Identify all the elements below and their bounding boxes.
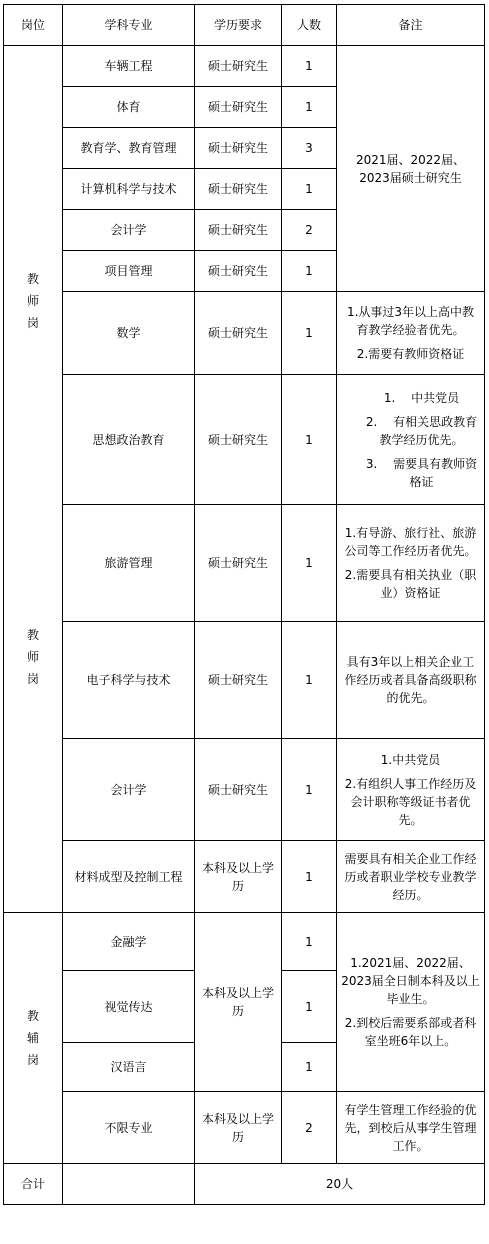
table-row — [4, 505, 485, 622]
remark-cell: 有学生管理工作经验的优先，到校后从事学生管理工作。 — [337, 1092, 485, 1164]
remark-cell — [337, 505, 485, 622]
degree-cell: 硕士研究生 — [195, 169, 282, 210]
major-cell: 视觉传达 — [63, 971, 195, 1043]
major-cell: 教育学、教育管理 — [63, 128, 195, 169]
remark-cell — [337, 292, 485, 375]
remark-line: 1.2021届、2022届、2023届全日制本科及以上毕业生。 — [341, 956, 480, 1006]
group-label-char: 师 — [26, 294, 39, 308]
degree-cell: 硕士研究生 — [195, 210, 282, 251]
remark-cell: 需要具有相关企业工作经历或者职业学校专业教学经历。 — [337, 841, 485, 913]
major-cell: 汉语言 — [63, 1043, 195, 1092]
count-cell: 1 — [282, 913, 337, 971]
major-cell: 会计学 — [63, 210, 195, 251]
remark-line: 3. 需要具有教师资格证 — [365, 456, 478, 489]
remark-line: 2.到校后需要系部或者科室坐班6年以上。 — [344, 1016, 477, 1048]
total-row — [4, 1164, 485, 1205]
remark-cell: 具有3年以上相关企业工作经历或者具备高级职称的优先。 — [337, 622, 485, 739]
table-row — [4, 1092, 485, 1164]
header-degree: 学历要求 — [195, 5, 282, 46]
major-cell: 金融学 — [63, 913, 195, 971]
major-cell: 材料成型及控制工程 — [63, 841, 195, 913]
count-cell: 1 — [282, 1043, 337, 1092]
major-cell: 体育 — [63, 87, 195, 128]
degree-cell: 本科及以上学历 — [195, 913, 282, 1092]
table-row — [4, 913, 485, 971]
count-cell: 1 — [282, 292, 337, 375]
degree-cell: 硕士研究生 — [195, 292, 282, 375]
remark-line: 1.中共党员 — [380, 752, 441, 767]
count-cell: 1 — [282, 505, 337, 622]
count-cell: 1 — [282, 87, 337, 128]
count-cell: 1 — [282, 169, 337, 210]
count-cell: 1 — [282, 739, 337, 841]
major-cell: 计算机科学与技术 — [63, 169, 195, 210]
count-cell: 2 — [282, 1092, 337, 1164]
count-cell: 1 — [282, 375, 337, 505]
table-row — [4, 739, 485, 841]
major-cell: 项目管理 — [63, 251, 195, 292]
count-cell: 1 — [282, 622, 337, 739]
count-cell: 3 — [282, 128, 337, 169]
degree-cell: 硕士研究生 — [195, 128, 282, 169]
group-label-char: 岗 — [26, 1053, 39, 1067]
table-row — [4, 622, 485, 739]
degree-cell: 硕士研究生 — [195, 375, 282, 505]
group-label-aux — [4, 913, 63, 1164]
degree-cell: 硕士研究生 — [195, 46, 282, 87]
group-label-char: 教 — [26, 628, 39, 642]
group-label-char: 岗 — [26, 316, 39, 330]
degree-cell: 硕士研究生 — [195, 622, 282, 739]
remark-line: 2.需要具有相关执业（职业）资格证 — [344, 568, 477, 600]
major-cell: 旅游管理 — [63, 505, 195, 622]
header-remark: 备注 — [337, 5, 485, 46]
major-cell: 会计学 — [63, 739, 195, 841]
recruitment-table — [3, 4, 485, 1205]
major-cell: 不限专业 — [63, 1092, 195, 1164]
group-label-char: 师 — [26, 650, 39, 664]
group-label-char: 教 — [26, 1009, 39, 1023]
count-cell: 1 — [282, 251, 337, 292]
header-count: 人数 — [282, 5, 337, 46]
degree-cell: 硕士研究生 — [195, 739, 282, 841]
group-label-char: 辅 — [26, 1031, 39, 1045]
remark-line: 2.需要有教师资格证 — [356, 347, 465, 361]
degree-cell: 本科及以上学历 — [195, 841, 282, 913]
remark-line: 1.从事过3年以上高中教育教学经验者优先。 — [346, 305, 475, 337]
count-cell: 2 — [282, 210, 337, 251]
header-position: 岗位 — [4, 5, 63, 46]
table-row — [4, 375, 485, 505]
total-label: 合计 — [4, 1164, 63, 1205]
header-major: 学科专业 — [63, 5, 195, 46]
major-cell: 思想政治教育 — [63, 375, 195, 505]
remark-cell — [337, 375, 485, 505]
count-cell: 1 — [282, 971, 337, 1043]
degree-cell: 硕士研究生 — [195, 87, 282, 128]
group-label-char: 教 — [26, 272, 39, 286]
remark-line: 2. 有相关思政教育教学经历优先。 — [365, 414, 478, 447]
group-label-teacher — [4, 46, 63, 913]
remark-line: 1. 中共党员 — [383, 390, 460, 405]
table-row — [4, 841, 485, 913]
major-cell: 电子科学与技术 — [63, 622, 195, 739]
group-label-char: 岗 — [26, 672, 39, 686]
remark-cell — [337, 913, 485, 1092]
table-row — [4, 292, 485, 375]
remark-line: 2.有组织人事工作经历及会计职称等级证书者优先。 — [344, 776, 477, 827]
degree-cell: 本科及以上学历 — [195, 1092, 282, 1164]
degree-cell: 硕士研究生 — [195, 251, 282, 292]
table-row — [4, 46, 485, 87]
remark-cell: 2021届、2022届、2023届硕士研究生 — [337, 46, 485, 292]
header-row — [4, 5, 485, 46]
remark-line: 1.有导游、旅行社、旅游公司等工作经历者优先。 — [344, 526, 477, 558]
total-value: 20人 — [195, 1164, 485, 1205]
count-cell: 1 — [282, 46, 337, 87]
total-empty-cell — [63, 1164, 195, 1205]
remark-cell — [337, 739, 485, 841]
major-cell: 车辆工程 — [63, 46, 195, 87]
count-cell: 1 — [282, 841, 337, 913]
major-cell: 数学 — [63, 292, 195, 375]
degree-cell: 硕士研究生 — [195, 505, 282, 622]
